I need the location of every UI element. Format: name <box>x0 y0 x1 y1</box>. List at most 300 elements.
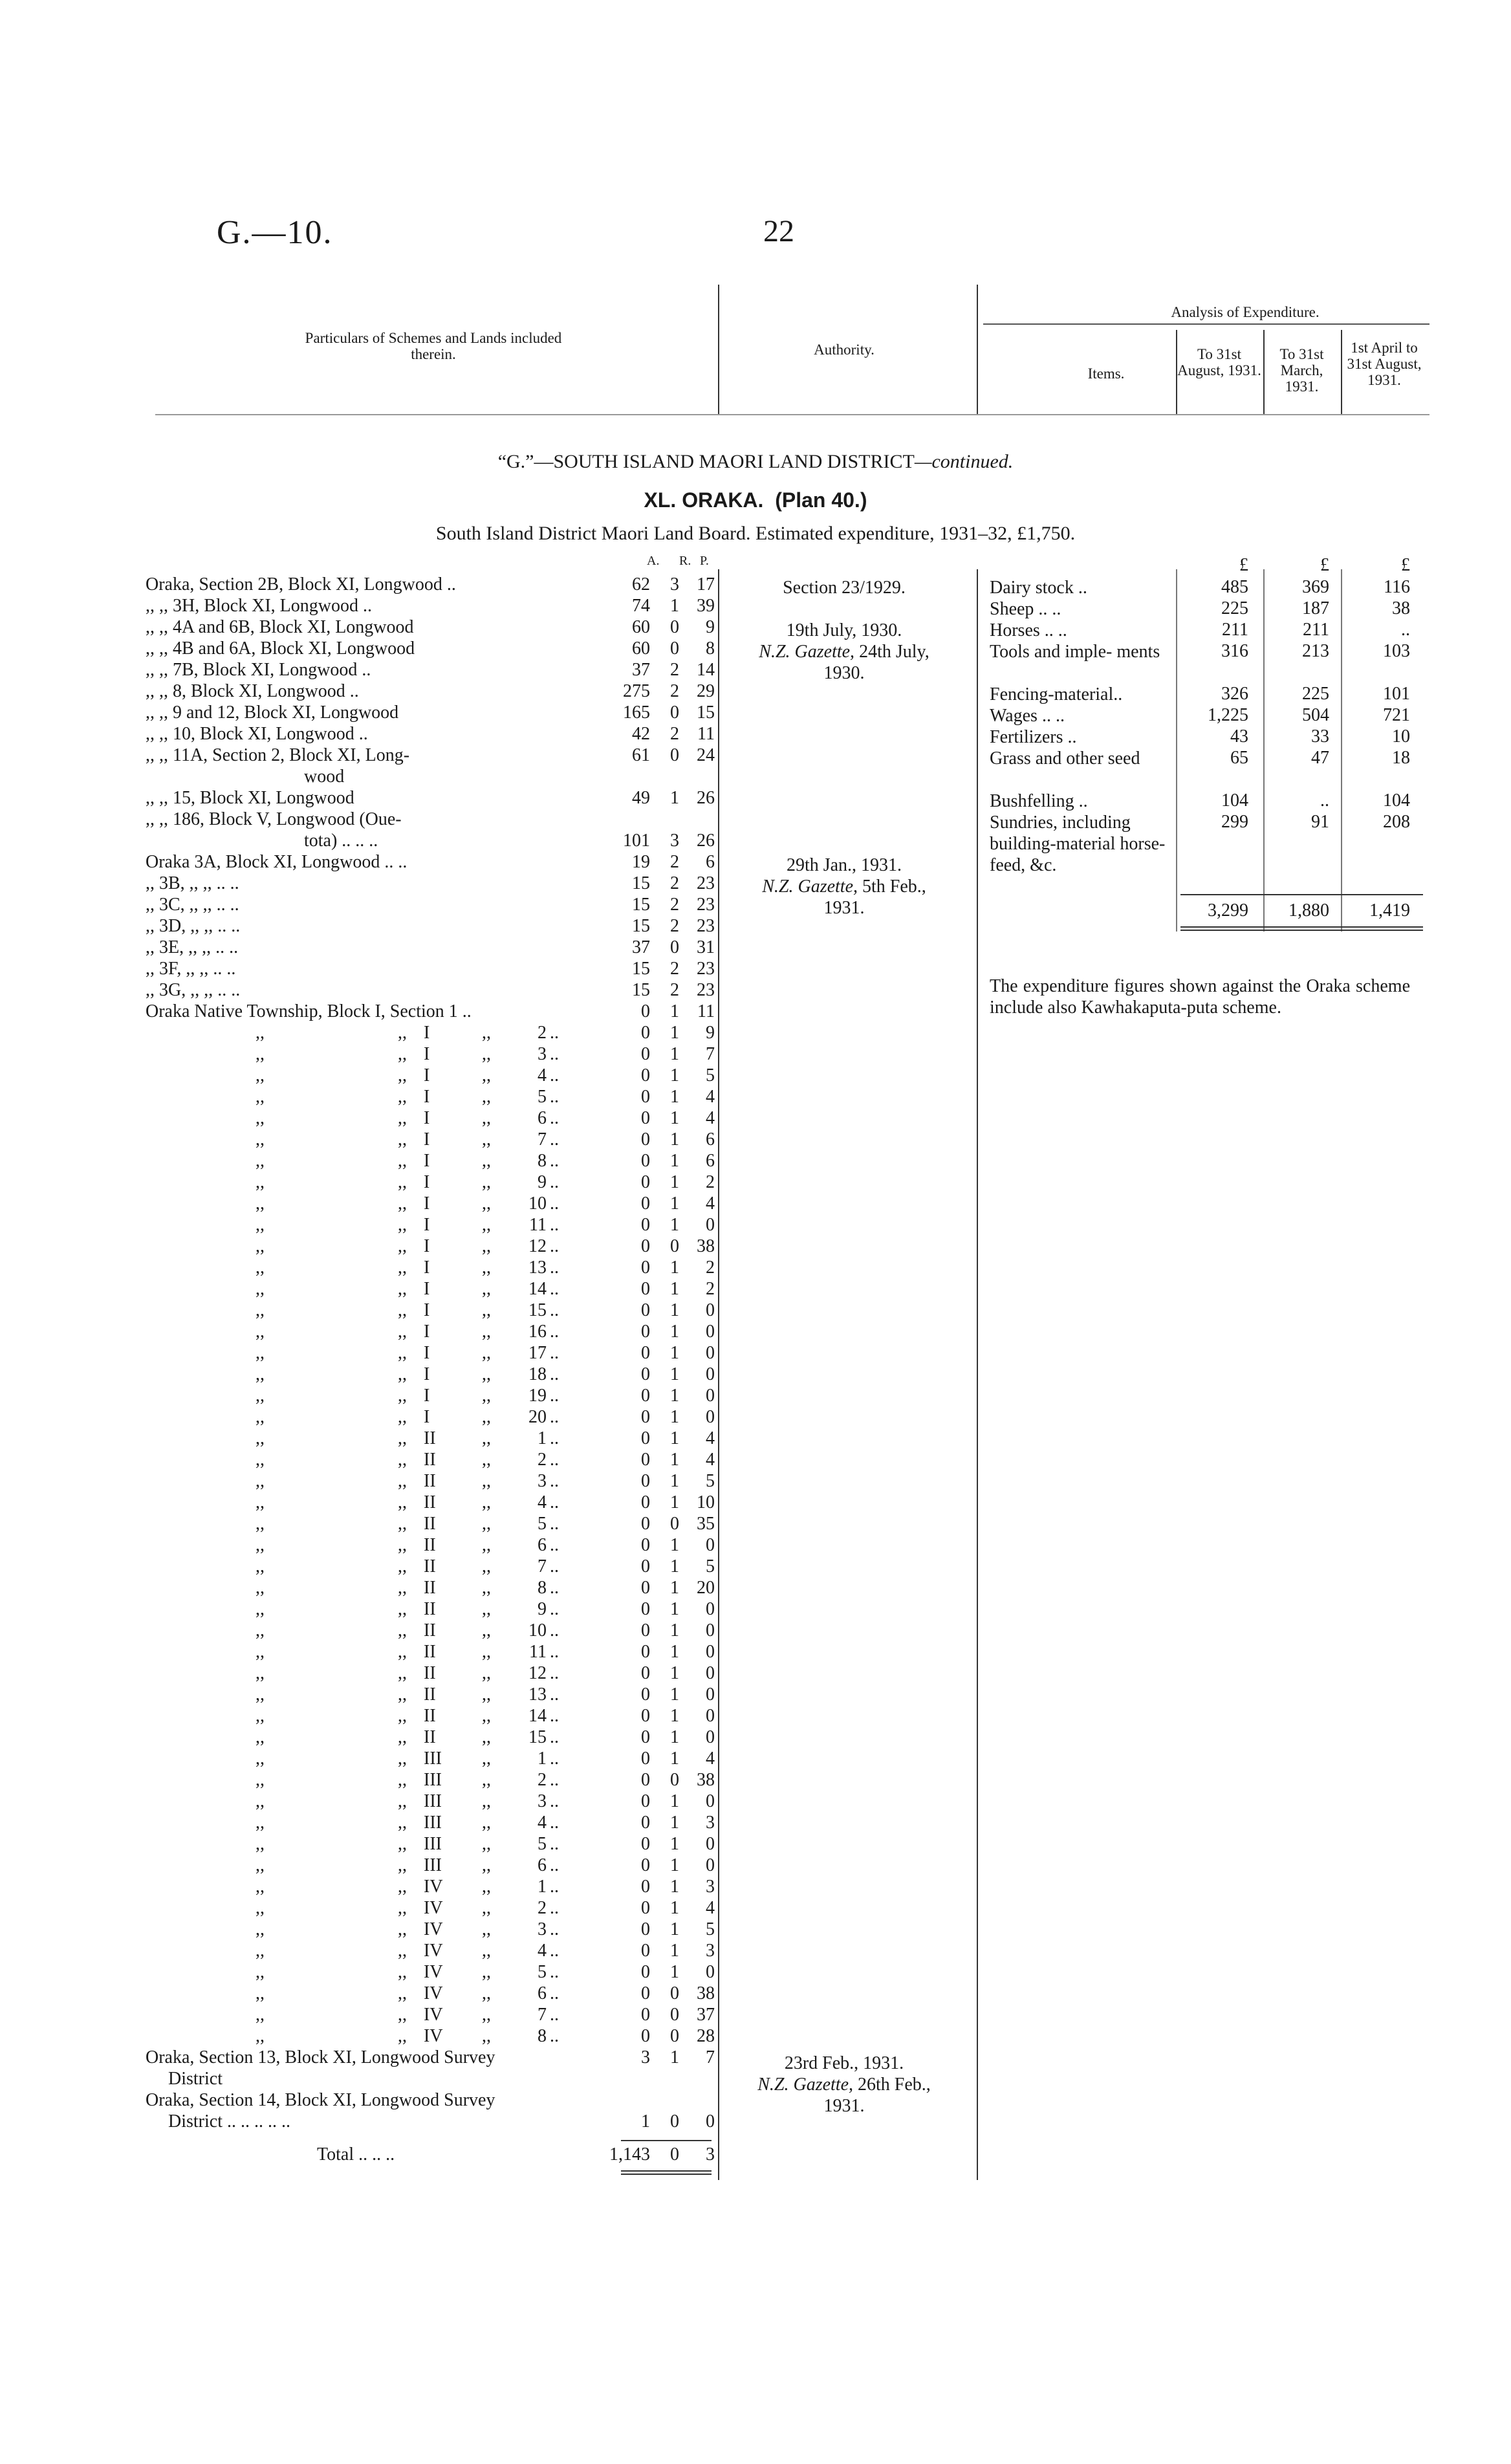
acres: 60 <box>632 638 650 659</box>
land-row <box>0 831 718 852</box>
ditto-mark: ,, <box>398 1941 407 1961</box>
perches: 11 <box>697 1001 715 1021</box>
land-row <box>0 2111 718 2133</box>
leader-dots: .. <box>550 1599 559 1619</box>
acres: 0 <box>641 1172 650 1192</box>
rule <box>718 285 719 414</box>
section-number: 9 <box>538 1599 547 1619</box>
land-row <box>0 852 718 873</box>
ditto-mark: ,, <box>255 1813 265 1833</box>
rule <box>1180 930 1423 931</box>
block-number: I <box>424 1386 430 1406</box>
land-row <box>0 916 718 937</box>
header-particulars: Particulars of Schemes and Lands included therein. <box>305 330 562 362</box>
rule <box>1263 330 1265 414</box>
leader-dots: .. <box>550 1941 559 1961</box>
ditto-mark: ,, <box>398 1599 407 1619</box>
ditto-mark: ,, <box>255 1535 265 1555</box>
perches: 0 <box>706 1300 715 1320</box>
township-row <box>0 1044 718 1065</box>
ditto-mark: ,, <box>482 1727 491 1747</box>
township-row <box>0 1407 718 1428</box>
roods: 2 <box>670 916 679 936</box>
authority-2c: 1930. <box>823 663 865 683</box>
header-analysis: Analysis of Expenditure. <box>1171 304 1320 320</box>
section-number: 11 <box>529 1215 547 1235</box>
expenditure-value-v1: 104 <box>1221 790 1248 811</box>
leader-dots: .. <box>550 1834 559 1854</box>
header-authority: Authority. <box>814 342 875 358</box>
township-row <box>0 1386 718 1407</box>
perches: 23 <box>697 873 715 893</box>
roods: 1 <box>670 1065 679 1085</box>
leader-dots: .. <box>550 1514 559 1534</box>
roods: 1 <box>670 1919 679 1939</box>
land-row <box>0 638 718 660</box>
section-number: 4 <box>538 1941 547 1961</box>
roods: 1 <box>670 1322 679 1342</box>
leader-dots: .. <box>550 1450 559 1470</box>
authority-2b: N.Z. Gazette, 24th July, <box>759 642 929 662</box>
roods: 1 <box>670 1727 679 1747</box>
ditto-mark: ,, <box>255 1983 265 2003</box>
perches: 29 <box>697 681 715 701</box>
section-number: 5 <box>538 1962 547 1982</box>
roods: 1 <box>670 1386 679 1406</box>
acres: 0 <box>641 1514 650 1534</box>
roods: 1 <box>670 1343 679 1363</box>
perches: 23 <box>697 916 715 936</box>
ditto-mark: ,, <box>482 1556 491 1576</box>
roods: 1 <box>670 1450 679 1470</box>
perches: 0 <box>706 1215 715 1235</box>
perches: 0 <box>706 1322 715 1342</box>
ditto-mark: ,, <box>398 1322 407 1342</box>
land-row <box>0 681 718 703</box>
authority-1: Section 23/1929. <box>783 578 906 598</box>
area-header-r: R. <box>679 554 691 568</box>
roods: 2 <box>670 660 679 680</box>
acres: 0 <box>641 1023 650 1043</box>
township-row <box>0 1108 718 1129</box>
leader-dots: .. <box>550 1279 559 1299</box>
block-number: II <box>424 1428 436 1448</box>
township-row <box>0 1599 718 1620</box>
expenditure-value-v1: 43 <box>1230 726 1248 747</box>
rule <box>977 285 978 414</box>
acres: 15 <box>632 959 650 979</box>
roods: 0 <box>670 745 679 765</box>
land-description: ,, 3G, ,, ,, .. .. <box>146 980 241 1000</box>
acres: 0 <box>641 1706 650 1726</box>
section-number: 3 <box>538 1044 547 1064</box>
section-number: 5 <box>538 1514 547 1534</box>
roods: 1 <box>670 1898 679 1918</box>
acres: 0 <box>641 1962 650 1982</box>
ditto-mark: ,, <box>398 1065 407 1085</box>
ditto-mark: ,, <box>482 1514 491 1534</box>
ditto-mark: ,, <box>398 1855 407 1875</box>
ditto-mark: ,, <box>482 1834 491 1854</box>
township-row <box>0 1023 718 1044</box>
leader-dots: .. <box>550 2005 559 2025</box>
section-number: 15 <box>528 1727 547 1747</box>
board-line: South Island District Maori Land Board. Estimated expenditure, 1931–32, £1,750. <box>435 523 1076 544</box>
roods: 1 <box>670 1834 679 1854</box>
leader-dots: .. <box>550 1642 559 1662</box>
acres: 0 <box>641 1194 650 1214</box>
ditto-mark: ,, <box>255 1300 265 1320</box>
roods: 1 <box>670 1941 679 1961</box>
ditto-mark: ,, <box>482 1535 491 1555</box>
roods: 1 <box>670 1578 679 1598</box>
leader-dots: .. <box>550 1791 559 1811</box>
land-row <box>0 724 718 745</box>
section-number: 13 <box>528 1258 547 1278</box>
acres: 0 <box>641 1364 650 1384</box>
section-number: 6 <box>538 1983 547 2003</box>
ditto-mark: ,, <box>482 1877 491 1897</box>
ditto-mark: ,, <box>398 1684 407 1705</box>
township-row <box>0 1877 718 1898</box>
block-number: I <box>424 1407 430 1427</box>
expenditure-value-v2: .. <box>1320 790 1329 811</box>
leader-dots: .. <box>550 1492 559 1512</box>
land-row <box>0 895 718 916</box>
block-number: I <box>424 1087 430 1107</box>
acres: 15 <box>632 873 650 893</box>
ditto-mark: ,, <box>482 1898 491 1918</box>
ditto-mark: ,, <box>482 1770 491 1790</box>
leader-dots: .. <box>550 1578 559 1598</box>
ditto-mark: ,, <box>255 1919 265 1939</box>
perches: 39 <box>697 596 715 616</box>
acres: 0 <box>641 2026 650 2046</box>
leader-dots: .. <box>550 1236 559 1256</box>
perches: 6 <box>706 852 715 872</box>
ditto-mark: ,, <box>398 1620 407 1641</box>
perches: 0 <box>706 1386 715 1406</box>
expenditure-value-v2: 369 <box>1302 577 1329 597</box>
expenditure-value-v2: 213 <box>1302 641 1329 661</box>
roods: 1 <box>670 1855 679 1875</box>
acres: 74 <box>632 596 650 616</box>
ditto-mark: ,, <box>482 1919 491 1939</box>
acres: 0 <box>641 1236 650 1256</box>
area-header-a: A. <box>647 554 660 568</box>
block-number: IV <box>424 1962 443 1982</box>
ditto-mark: ,, <box>482 1279 491 1299</box>
township-row <box>0 1941 718 1962</box>
leader-dots: .. <box>550 1535 559 1555</box>
ditto-mark: ,, <box>255 1258 265 1278</box>
perches: 24 <box>697 745 715 765</box>
perches: 0 <box>706 1855 715 1875</box>
acres: 0 <box>641 1770 650 1790</box>
ditto-mark: ,, <box>398 1023 407 1043</box>
ditto-mark: ,, <box>482 1706 491 1726</box>
roods: 1 <box>670 1813 679 1833</box>
land-description: ,, ,, 4B and 6A, Block XI, Longwood <box>146 638 415 659</box>
roods: 1 <box>670 1663 679 1683</box>
section-number: 4 <box>538 1492 547 1512</box>
ditto-mark: ,, <box>255 1087 265 1107</box>
land-description: Oraka Native Township, Block I, Section 1 .. <box>146 1001 472 1021</box>
township-row <box>0 1087 718 1108</box>
township-row <box>0 1364 718 1386</box>
section-number: 19 <box>528 1386 547 1406</box>
ditto-mark: ,, <box>398 1172 407 1192</box>
roods: 1 <box>670 1108 679 1128</box>
block-number: III <box>424 1813 442 1833</box>
leader-dots: .. <box>550 1215 559 1235</box>
ditto-mark: ,, <box>255 1492 265 1512</box>
perches: 23 <box>697 959 715 979</box>
land-row <box>0 2047 718 2069</box>
expenditure-value-v3: 10 <box>1392 726 1410 747</box>
land-description: Oraka 3A, Block XI, Longwood .. .. <box>146 852 408 872</box>
ditto-mark: ,, <box>255 1663 265 1683</box>
leader-dots: .. <box>550 1044 559 1064</box>
perches: 23 <box>697 980 715 1000</box>
block-number: I <box>424 1108 430 1128</box>
roods: 0 <box>670 2005 679 2025</box>
roods: 2 <box>670 959 679 979</box>
leader-dots: .. <box>550 1172 559 1192</box>
perches: 10 <box>697 1492 715 1512</box>
block-number: I <box>424 1172 430 1192</box>
acres: 0 <box>641 1684 650 1705</box>
leader-dots: .. <box>550 1258 559 1278</box>
expenditure-value-v1: 316 <box>1221 641 1248 661</box>
ditto-mark: ,, <box>482 1684 491 1705</box>
perches: 0 <box>706 1684 715 1705</box>
perches: 6 <box>706 1151 715 1171</box>
ditto-mark: ,, <box>255 1343 265 1363</box>
ditto-mark: ,, <box>255 1877 265 1897</box>
ditto-mark: ,, <box>482 1151 491 1171</box>
land-description: ,, 3D, ,, ,, .. .. <box>146 916 241 936</box>
roods: 1 <box>670 1215 679 1235</box>
land-row <box>0 1001 718 1023</box>
roods: 1 <box>670 1599 679 1619</box>
leader-dots: .. <box>550 1322 559 1342</box>
ditto-mark: ,, <box>255 1834 265 1854</box>
ditto-mark: ,, <box>482 1236 491 1256</box>
perches: 4 <box>706 1194 715 1214</box>
block-number: I <box>424 1044 430 1064</box>
roods: 2 <box>670 895 679 915</box>
ditto-mark: ,, <box>255 1044 265 1064</box>
block-number: I <box>424 1151 430 1171</box>
township-row <box>0 1535 718 1556</box>
roods: 1 <box>670 788 679 808</box>
township-row <box>0 1215 718 1236</box>
page-code: G.—10. <box>217 214 333 251</box>
perches: 0 <box>706 1535 715 1555</box>
leader-dots: .. <box>550 1386 559 1406</box>
leader-dots: .. <box>550 1919 559 1939</box>
expenditure-item: Dairy stock .. <box>990 578 1087 598</box>
expenditure-value-v3: 101 <box>1383 684 1410 704</box>
perches: 0 <box>706 1642 715 1662</box>
ditto-mark: ,, <box>398 1386 407 1406</box>
ditto-mark: ,, <box>255 1941 265 1961</box>
perches: 38 <box>697 1236 715 1256</box>
township-row <box>0 1343 718 1364</box>
perches: 2 <box>706 1258 715 1278</box>
expenditure-item: Wages .. .. <box>990 706 1065 726</box>
authority-4b: N.Z. Gazette, 26th Feb., <box>757 2075 931 2095</box>
ditto-mark: ,, <box>482 1428 491 1448</box>
ditto-mark: ,, <box>482 1129 491 1150</box>
perches: 26 <box>697 831 715 851</box>
block-number: II <box>424 1706 436 1726</box>
ditto-mark: ,, <box>482 1364 491 1384</box>
ditto-mark: ,, <box>398 1514 407 1534</box>
ditto-mark: ,, <box>255 1236 265 1256</box>
expenditure-value-v3: 116 <box>1384 577 1410 597</box>
land-description: ,, ,, 9 and 12, Block XI, Longwood <box>146 703 399 723</box>
ditto-mark: ,, <box>255 2005 265 2025</box>
township-row <box>0 1642 718 1663</box>
township-row <box>0 1514 718 1535</box>
ditto-mark: ,, <box>482 1258 491 1278</box>
expenditure-value-v3: 208 <box>1383 812 1410 832</box>
ditto-mark: ,, <box>482 1983 491 2003</box>
section-number: 7 <box>538 1556 547 1576</box>
township-row <box>0 1172 718 1194</box>
ditto-mark: ,, <box>482 1642 491 1662</box>
township-row <box>0 1471 718 1492</box>
township-row <box>0 1706 718 1727</box>
ditto-mark: ,, <box>255 1108 265 1128</box>
section-number: 9 <box>538 1172 547 1192</box>
roods: 0 <box>670 1983 679 2003</box>
acres: 62 <box>632 574 650 594</box>
ditto-mark: ,, <box>255 1684 265 1705</box>
roods: 0 <box>670 1514 679 1534</box>
leader-dots: .. <box>550 1813 559 1833</box>
ditto-mark: ,, <box>482 1108 491 1128</box>
section-number: 1 <box>538 1877 547 1897</box>
township-row <box>0 2005 718 2026</box>
acres: 0 <box>641 1044 650 1064</box>
block-number: III <box>424 1855 442 1875</box>
ditto-mark: ,, <box>398 1663 407 1683</box>
ditto-mark: ,, <box>255 2026 265 2046</box>
perches: 28 <box>697 2026 715 2046</box>
rule <box>1341 569 1342 932</box>
township-row <box>0 1727 718 1749</box>
ditto-mark: ,, <box>398 1044 407 1064</box>
leader-dots: .. <box>550 1343 559 1363</box>
roods: 1 <box>670 1300 679 1320</box>
expenditure-item: Horses .. .. <box>990 620 1067 640</box>
rule <box>1180 894 1423 895</box>
perches: 0 <box>706 2111 715 2131</box>
expenditure-value-v3: 38 <box>1392 598 1410 618</box>
perches: 0 <box>706 1962 715 1982</box>
leader-dots: .. <box>550 1749 559 1769</box>
ditto-mark: ,, <box>398 1087 407 1107</box>
acres: 0 <box>641 1749 650 1769</box>
block-number: I <box>424 1300 430 1320</box>
ditto-mark: ,, <box>398 1962 407 1982</box>
ditto-mark: ,, <box>482 1407 491 1427</box>
block-number: II <box>424 1556 436 1576</box>
ditto-mark: ,, <box>398 1983 407 2003</box>
block-number: I <box>424 1343 430 1363</box>
perches: 0 <box>706 1599 715 1619</box>
acres: 0 <box>641 1129 650 1150</box>
ditto-mark: ,, <box>398 1898 407 1918</box>
rule <box>983 323 1429 325</box>
expenditure-item: Fencing-material.. <box>990 684 1123 704</box>
acres: 0 <box>641 1065 650 1085</box>
block-number: II <box>424 1684 436 1705</box>
township-row <box>0 1770 718 1791</box>
ditto-mark: ,, <box>482 1855 491 1875</box>
scheme-title: XL. ORAKA. (Plan 40.) <box>644 488 867 512</box>
leader-dots: .. <box>550 1151 559 1171</box>
expenditure-item: Sundries, including building-material horse-feed, &c. <box>990 812 1166 875</box>
ditto-mark: ,, <box>398 1300 407 1320</box>
ditto-mark: ,, <box>255 1407 265 1427</box>
leader-dots: .. <box>550 1428 559 1448</box>
block-number: I <box>424 1194 430 1214</box>
township-row <box>0 1813 718 1834</box>
land-row <box>0 809 718 831</box>
acres: 0 <box>641 1620 650 1641</box>
township-row <box>0 1663 718 1684</box>
perches: 4 <box>706 1087 715 1107</box>
ditto-mark: ,, <box>398 1877 407 1897</box>
land-description: ,, ,, 11A, Section 2, Block XI, Long- <box>146 745 410 765</box>
perches: 26 <box>697 788 715 808</box>
total-acres: 1,143 <box>609 2144 650 2164</box>
ditto-mark: ,, <box>482 1087 491 1107</box>
district-title: “G.”—SOUTH ISLAND MAORI LAND DISTRICT—continued. <box>497 451 1014 472</box>
leader-dots: .. <box>550 1855 559 1875</box>
block-number: I <box>424 1215 430 1235</box>
header-col3: 1st April to 31st August, 1931. <box>1347 340 1422 388</box>
ditto-mark: ,, <box>482 1044 491 1064</box>
section-number: 2 <box>538 1450 547 1470</box>
acres: 49 <box>632 788 650 808</box>
acres: 0 <box>641 1215 650 1235</box>
ditto-mark: ,, <box>398 1749 407 1769</box>
perches: 37 <box>697 2005 715 2025</box>
section-number: 4 <box>538 1065 547 1085</box>
block-number: III <box>424 1834 442 1854</box>
township-row <box>0 1492 718 1514</box>
rule <box>1341 330 1342 414</box>
rule <box>1176 330 1177 414</box>
section-number: 5 <box>538 1087 547 1107</box>
roods: 1 <box>670 1620 679 1641</box>
ditto-mark: ,, <box>398 1215 407 1235</box>
leader-dots: .. <box>550 1877 559 1897</box>
total-label: Total .. .. .. <box>317 2144 395 2164</box>
township-row <box>0 2026 718 2047</box>
ditto-mark: ,, <box>255 1471 265 1491</box>
section-number: 11 <box>529 1642 547 1662</box>
acres: 0 <box>641 1556 650 1576</box>
ditto-mark: ,, <box>255 1065 265 1085</box>
ditto-mark: ,, <box>482 1749 491 1769</box>
ditto-mark: ,, <box>255 1514 265 1534</box>
